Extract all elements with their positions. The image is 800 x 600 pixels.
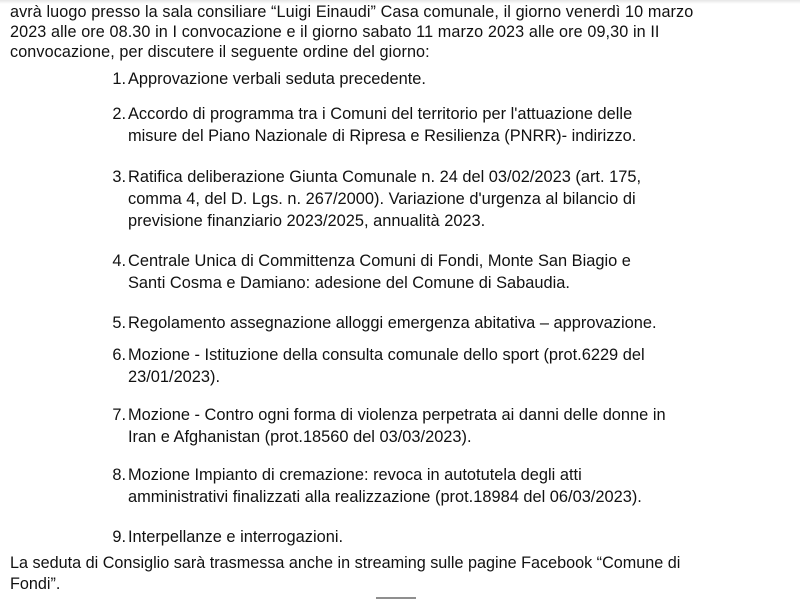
intro-paragraph <box>10 2 795 62</box>
agenda-item-number: 3. <box>112 168 126 186</box>
agenda-item-line: Iran e Afghanistan (prot.18560 del 03/03/2023). <box>128 428 472 446</box>
agenda-item-line: Mozione - Istituzione della consulta comunale dello sport (prot.6229 del <box>128 346 645 364</box>
agenda-item-line: Ratifica deliberazione Giunta Comunale n. 24 del 03/02/2023 (art. 175, <box>128 168 641 186</box>
agenda-item-text <box>128 404 768 448</box>
agenda-item-text <box>128 250 768 294</box>
agenda-item-number: 8. <box>112 466 126 484</box>
agenda-item-line: misure del Piano Nazionale di Ripresa e Resilienza (PNRR)- indirizzo. <box>128 127 637 145</box>
agenda-item-line: Regolamento assegnazione alloggi emergenza abitativa – approvazione. <box>128 314 657 332</box>
agenda-item-line: amministrativi finalizzati alla realizzazione (prot.18984 del 06/03/2023). <box>128 488 642 506</box>
agenda-item-number: 4. <box>112 252 126 270</box>
agenda-item-text <box>128 526 768 548</box>
agenda-item-text <box>128 464 768 508</box>
agenda-item-line: Accordo di programma tra i Comuni del territorio per l'attuazione delle <box>128 105 633 123</box>
agenda-item-number: 2. <box>112 105 126 123</box>
closing-paragraph <box>10 553 795 595</box>
closing-line: Fondi”. <box>10 575 61 593</box>
intro-line: 2023 alle ore 08.30 in I convocazione e il giorno sabato 11 marzo 2023 alle ore 09,30 in II <box>10 23 660 41</box>
agenda-item-line: previsione finanziario 2023/2025, annualità 2023. <box>128 212 486 230</box>
agenda-item-text <box>128 344 768 388</box>
agenda-item-text <box>128 103 768 147</box>
agenda-item-number: 6. <box>112 346 126 364</box>
agenda-item-line: Interpellanze e interrogazioni. <box>128 528 344 546</box>
agenda-item-line: Approvazione verbali seduta precedente. <box>128 70 426 88</box>
cropped-text-fragment <box>376 594 436 600</box>
agenda-item-line: Santi Cosma e Damiano: adesione del Comune di Sabaudia. <box>128 274 570 292</box>
agenda-item-number: 5. <box>112 314 126 332</box>
agenda-item-text <box>128 166 768 232</box>
agenda-item-number: 9. <box>112 528 126 546</box>
agenda-item-line: 23/01/2023). <box>128 368 221 386</box>
agenda-item-text <box>128 68 768 90</box>
intro-line: avrà luogo presso la sala consiliare “Luigi Einaudi” Casa comunale, il giorno venerdì 10 marzo <box>10 3 694 21</box>
agenda-item-text <box>128 312 768 334</box>
agenda-item-line: comma 4, del D. Lgs. n. 267/2000). Variazione d'urgenza al bilancio di <box>128 190 636 208</box>
agenda-item-line: Centrale Unica di Committenza Comuni di Fondi, Monte San Biagio e <box>128 252 631 270</box>
agenda-item-line: Mozione - Contro ogni forma di violenza perpetrata ai danni delle donne in <box>128 406 666 424</box>
closing-line: La seduta di Consiglio sarà trasmessa anche in streaming sulle pagine Facebook “Comune di <box>10 554 681 572</box>
agenda-item-number: 7. <box>112 406 126 424</box>
agenda-item-number: 1. <box>112 70 126 88</box>
agenda-item-line: Mozione Impianto di cremazione: revoca in autotutela degli atti <box>128 466 582 484</box>
intro-line: convocazione, per discutere il seguente ordine del giorno: <box>10 43 430 61</box>
